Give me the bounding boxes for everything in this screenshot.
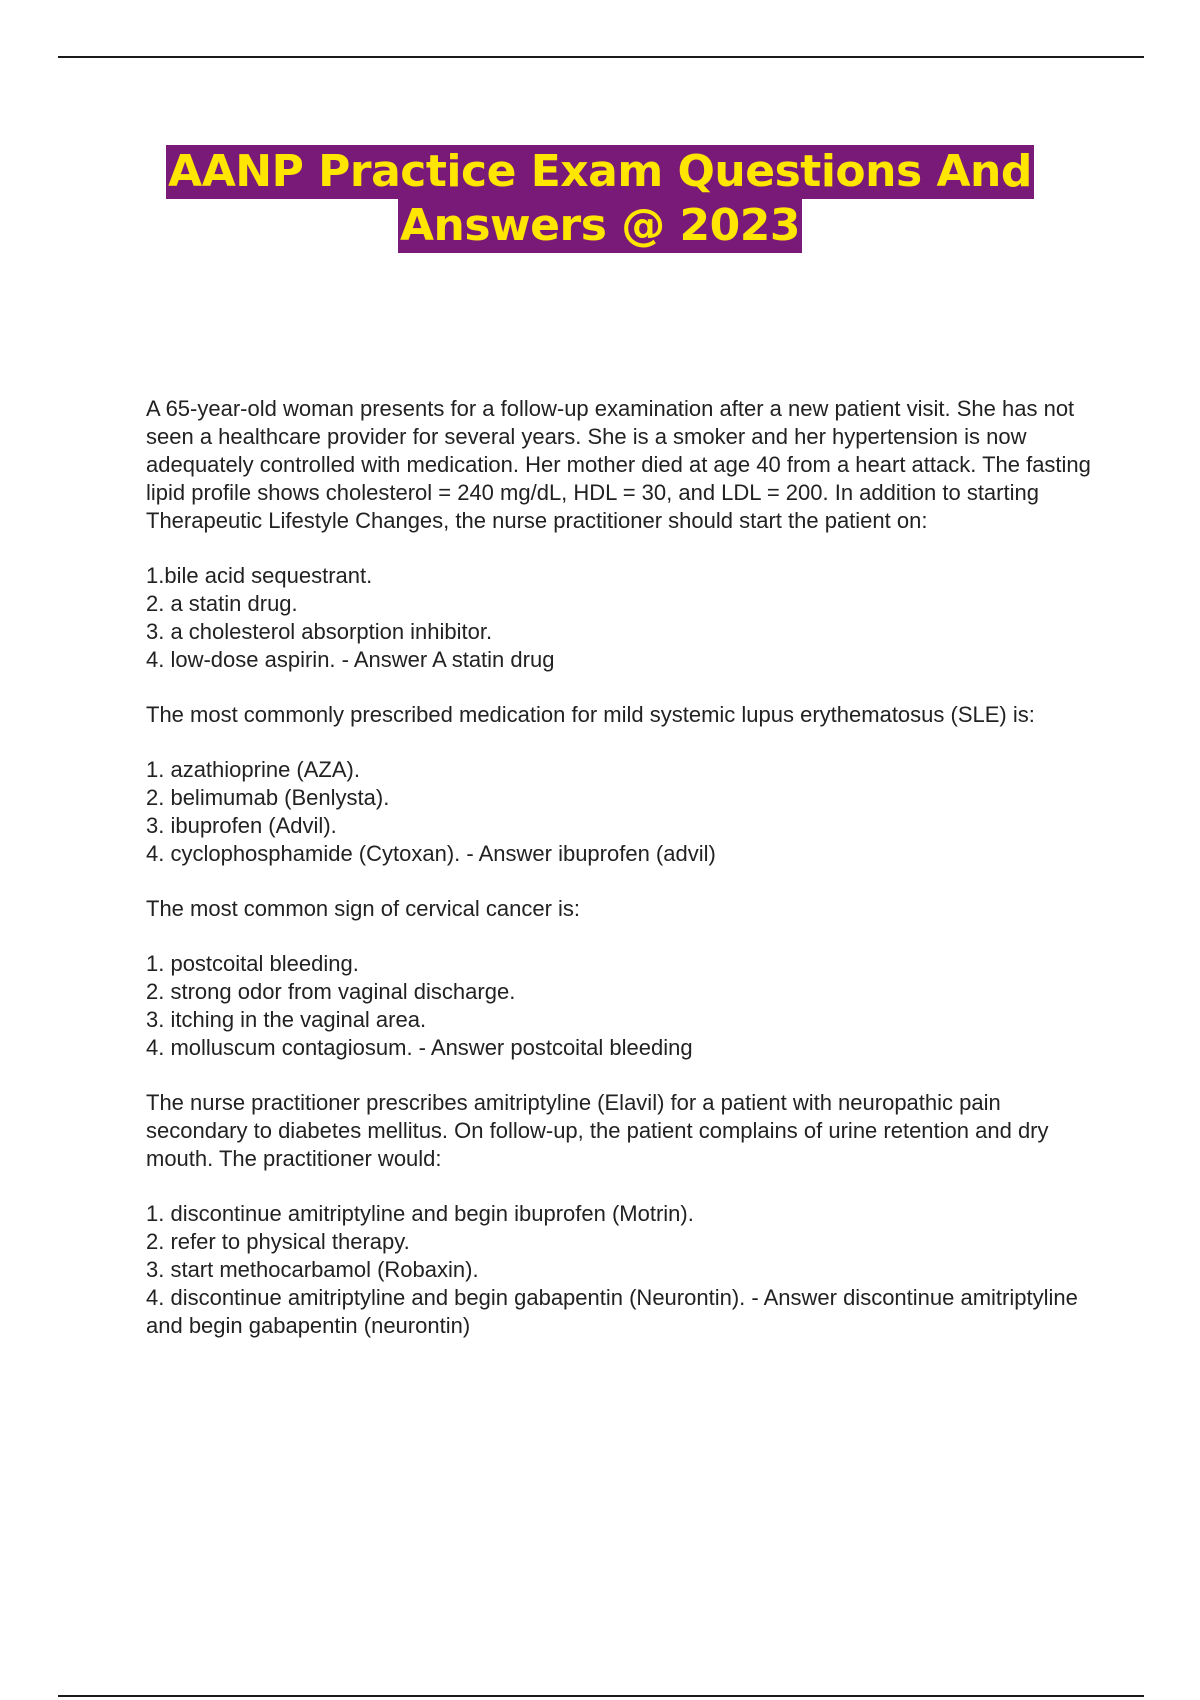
question-item (146, 895, 1096, 1062)
option-item: 1. azathioprine (AZA). (146, 757, 360, 782)
option-item: 1. discontinue amitriptyline and begin ibuprofen (Motrin). (146, 1201, 694, 1226)
option-item: 3. start methocarbamol (Robaxin). (146, 1257, 479, 1282)
question-text: The most common sign of cervical cancer is: (146, 896, 581, 921)
question-list (146, 395, 1096, 1367)
option-list (146, 562, 1096, 674)
question-item (146, 1089, 1096, 1340)
option-list (146, 756, 1096, 868)
title-line-1: AANP Practice Exam Questions And (168, 146, 1032, 197)
option-item: 3. ibuprofen (Advil). (146, 813, 337, 838)
page-title (0, 145, 1200, 253)
option-item: 2. refer to physical therapy. (146, 1229, 410, 1254)
option-item: 1.bile acid sequestrant. (146, 563, 373, 588)
option-item-with-answer: 4. low-dose aspirin. - Answer A statin drug (146, 647, 555, 672)
question-text: A 65-year-old woman presents for a follow-up examination after a new patient visit. She has not seen a healthcare provider for several years. She is a smoker and her hypertension is now adequately controlled with medication. Her mother died at age 40 from a heart attack. The fasting lipid profile shows cholesterol = 240 mg/dL, HDL = 30, and LDL = 200. In addition to starting Therapeutic Lifestyle Changes, the nurse practitioner should start the patient on: (146, 396, 1091, 533)
option-list (146, 1200, 1096, 1340)
option-item: 2. strong odor from vaginal discharge. (146, 979, 516, 1004)
option-item: 1. postcoital bleeding. (146, 951, 359, 976)
title-line-2: Answers @ 2023 (399, 200, 801, 251)
option-item: 2. a statin drug. (146, 591, 298, 616)
question-item (146, 395, 1096, 674)
question-text: The most commonly prescribed medication for mild systemic lupus erythematosus (SLE) is: (146, 702, 1035, 727)
question-text: The nurse practitioner prescribes amitriptyline (Elavil) for a patient with neuropathic pain secondary to diabetes mellitus. On follow-up, the patient complains of urine retention and dry mouth. The practitioner would: (146, 1090, 1049, 1171)
option-item: 2. belimumab (Benlysta). (146, 785, 390, 810)
option-item: 3. a cholesterol absorption inhibitor. (146, 619, 493, 644)
option-item-with-answer: 4. discontinue amitriptyline and begin gabapentin (Neurontin). - Answer discontinue amitriptyline and begin gabapentin (neurontin) (146, 1285, 1078, 1338)
option-item-with-answer: 4. cyclophosphamide (Cytoxan). - Answer ibuprofen (advil) (146, 841, 716, 866)
option-item: 3. itching in the vaginal area. (146, 1007, 427, 1032)
bottom-divider (58, 1695, 1144, 1697)
option-list (146, 950, 1096, 1062)
option-item-with-answer: 4. molluscum contagiosum. - Answer postcoital bleeding (146, 1035, 693, 1060)
question-item (146, 701, 1096, 868)
top-divider (58, 56, 1144, 58)
